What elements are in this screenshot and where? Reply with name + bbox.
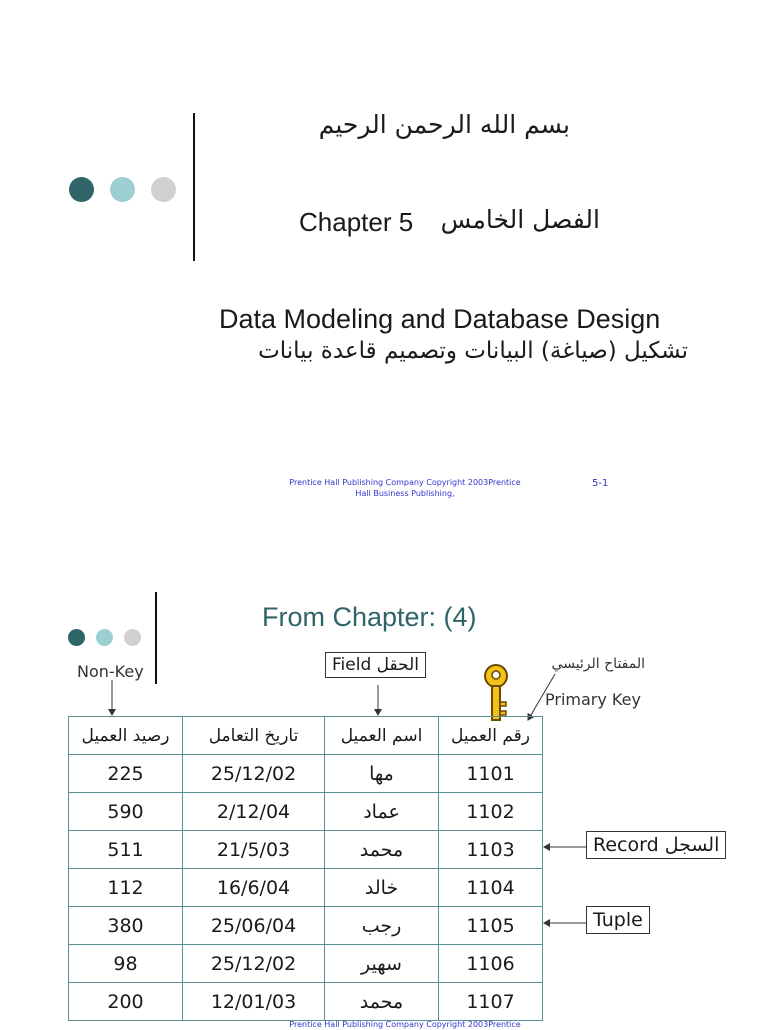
table-row	[69, 907, 543, 945]
footer	[270, 1019, 540, 1030]
table-cell: 380	[69, 907, 183, 945]
table-row	[69, 755, 543, 793]
table-cell: 112	[69, 869, 183, 907]
table-cell: خالد	[325, 869, 439, 907]
slide-1	[0, 0, 768, 512]
table-cell: مها	[325, 755, 439, 793]
table-row	[69, 793, 543, 831]
non-key-label: Non-Key	[77, 662, 144, 681]
table-cell: 1103	[439, 831, 543, 869]
table-header-row	[69, 717, 543, 755]
table-cell: 1102	[439, 793, 543, 831]
table-row	[69, 983, 543, 1021]
table-cell: 25/12/02	[183, 945, 325, 983]
table-row	[69, 869, 543, 907]
footer-line-1: Prentice Hall Publishing Company Copyright 2003Prentice	[289, 478, 521, 487]
table-cell: 16/6/04	[183, 869, 325, 907]
table-cell: 1104	[439, 869, 543, 907]
basmala: بسم الله الرحمن الرحيم	[318, 110, 570, 139]
footer	[270, 477, 540, 499]
title-english: Data Modeling and Database Design	[219, 304, 661, 334]
table-cell: 12/01/03	[183, 983, 325, 1021]
chapter-english: Chapter 5	[299, 207, 414, 237]
table-cell: 1107	[439, 983, 543, 1021]
title-arabic: تشكيل (صياغة) البيانات وتصميم قاعدة بيانات	[258, 338, 688, 364]
primary-key-label: Primary Key	[545, 690, 641, 709]
footer-line-2: Hall Business Publishing,	[355, 489, 455, 498]
table-cell: 21/5/03	[183, 831, 325, 869]
tuple-label: Tuple	[586, 906, 650, 934]
footer-line-1: Prentice Hall Publishing Company Copyright 2003Prentice	[289, 1020, 521, 1029]
customer-table	[68, 716, 543, 1021]
primary-key-arrow	[528, 674, 555, 720]
table-cell: 25/06/04	[183, 907, 325, 945]
table-cell: 98	[69, 945, 183, 983]
table-cell: محمد	[325, 831, 439, 869]
table-cell: 1101	[439, 755, 543, 793]
slide-2	[0, 512, 768, 1029]
column-header: رصيد العميل	[69, 717, 183, 755]
table-cell: 200	[69, 983, 183, 1021]
table-row	[69, 831, 543, 869]
table-cell: محمد	[325, 983, 439, 1021]
table-cell: عماد	[325, 793, 439, 831]
table-cell: 1106	[439, 945, 543, 983]
divider-line	[193, 113, 195, 261]
decor-dot-dark	[69, 177, 94, 202]
table-cell: 2/12/04	[183, 793, 325, 831]
field-label: Field الحقل	[325, 652, 426, 678]
chapter-arabic: الفصل الخامس	[440, 205, 600, 234]
table-cell: رجب	[325, 907, 439, 945]
column-header: رقم العميل	[439, 717, 543, 755]
table-cell: 511	[69, 831, 183, 869]
table-cell: سهير	[325, 945, 439, 983]
table-cell: 225	[69, 755, 183, 793]
table-row	[69, 945, 543, 983]
decor-dot-grey	[151, 177, 176, 202]
decor-dot-light	[110, 177, 135, 202]
record-label: Record السجل	[586, 831, 726, 859]
primary-key-arabic-label: المفتاح الرئيسي	[551, 656, 645, 672]
page-number: 5-1	[592, 478, 609, 489]
column-header: تاريخ التعامل	[183, 717, 325, 755]
column-header: اسم العميل	[325, 717, 439, 755]
table-cell: 1105	[439, 907, 543, 945]
table-cell: 25/12/02	[183, 755, 325, 793]
table-cell: 590	[69, 793, 183, 831]
slide-title: From Chapter: (4)	[262, 602, 477, 632]
